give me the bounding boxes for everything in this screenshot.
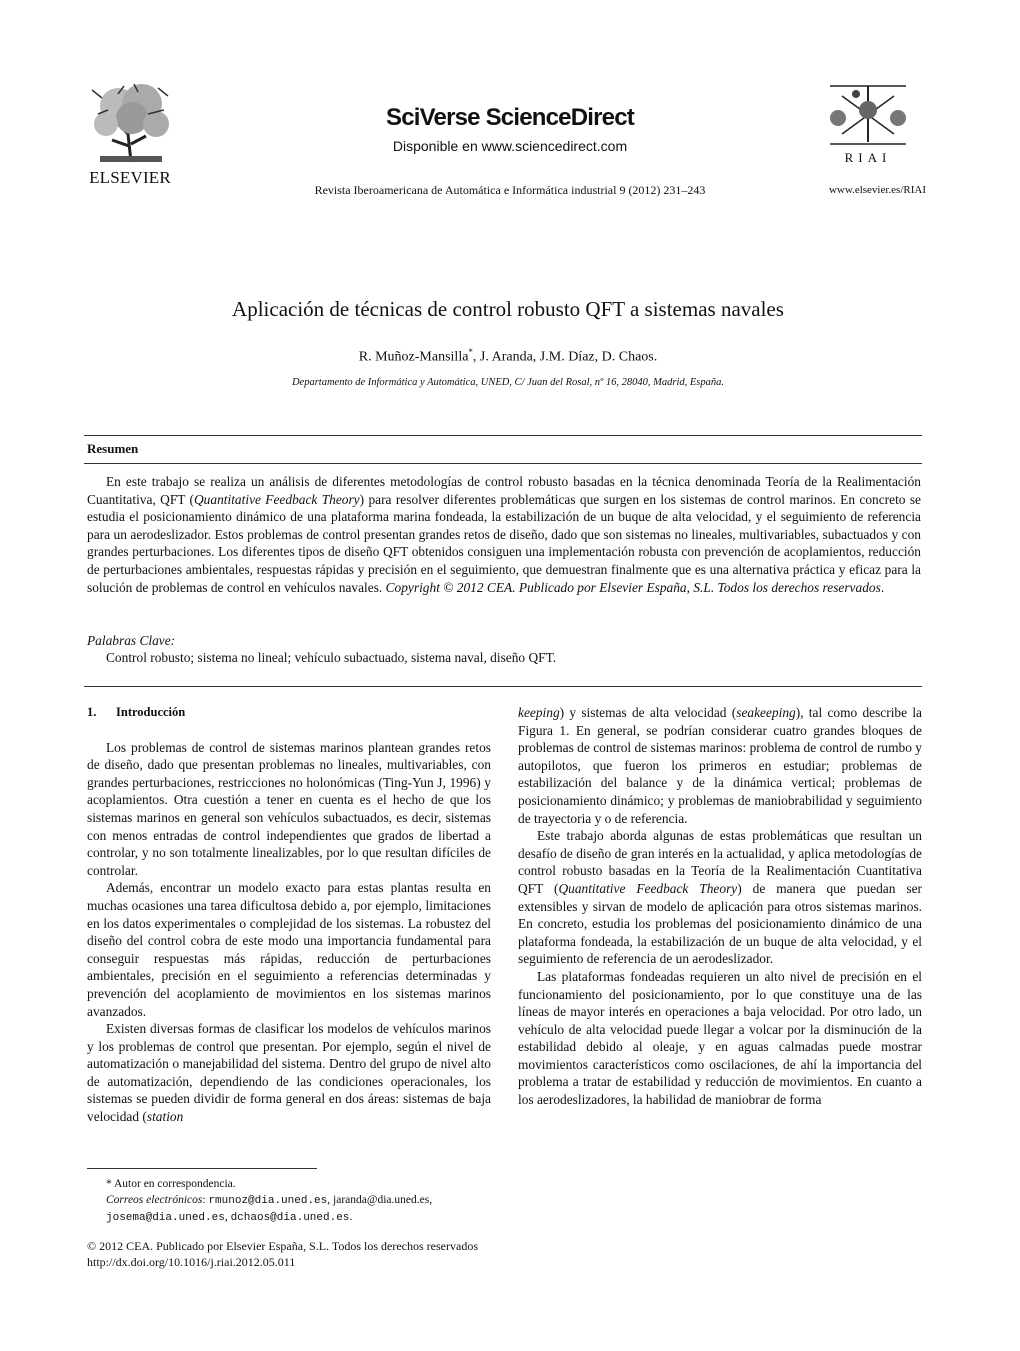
intro-paragraph-1: Los problemas de control de sistemas marinos plantean grandes retos de diseño, dado que presentan problemas no lineales, multivariables, con grandes perturbaciones, restricciones no holonómicas (Ting-Yun J, 1996) y acoplamientos. Otra cuestión a tener en cuenta es el hecho de que los sistemas marinos en general son vehículos subactuados, es decir, sistemas con menos entradas de control independientes que grados de libertad a controlar, y no son totalmente linealizables, por lo que resultan difíciles de controlar.: [87, 739, 491, 878]
riai-logo: [824, 84, 912, 170]
first-author: R. Muñoz-Mansilla: [358, 349, 469, 365]
sciverse-brand[interactable]: SciVerse ScienceDirect: [386, 104, 634, 131]
available-at-text[interactable]: Disponible en www.sciencedirect.com: [392, 138, 628, 154]
author-list: [80, 347, 936, 366]
abstract-top-divider: [84, 435, 922, 436]
journal-url[interactable]: www.elsevier.es/RIAI: [828, 184, 926, 196]
riai-emblem-icon: [824, 84, 912, 148]
affiliation: Departamento de Informática y Automática, UNED, C/ Juan del Rosal, nº 16, 28040, Madrid, España.: [291, 377, 725, 388]
article-title: Aplicación de técnicas de control robusto QFT a sistemas navales: [232, 297, 784, 321]
other-authors: , J. Aranda, J.M. Díaz, D. Chaos.: [472, 349, 658, 365]
section-heading: [87, 704, 491, 722]
keywords-heading: Palabras Clave:: [87, 633, 176, 648]
abstract-text: En este trabajo se realiza un análisis de diferentes metodologías de control robusto basadas en la técnica denominada Teoría de la Realimentación Cuantitativa, QFT (Quantitative Feedback Theory) para resolver diferentes problemáticas que surgen en los sistemas de control marinos. En concreto se estudia el posicionamiento dinámico de una plataforma marina fondeada, la estabilización de un buque de alta velocidad, y el seguimiento de referencia para un aerodeslizador. Estos problemas de control presentan grandes retos de diseño, dado que son sistemas no lineales, multivariables, subactuados y con grandes perturbaciones. Los diferentes tipos de diseño QFT obtenidos consiguen una implementación robusta con prevención de acoplamientos, reducción de perturbaciones ambientales, respuestas rápidas y precisión en el seguimiento, que demuestran finalmente que es una alternativa práctica y eficaz para la solución de problemas de control en vehículos navales. Copyright © 2012 CEA. Publicado por Elsevier España, S.L. Todos los derechos reservados.: [87, 474, 921, 595]
elsevier-tree-icon: [88, 84, 174, 164]
keywords-list: Control robusto; sistema no lineal; vehículo subactuado, sistema naval, diseño QFT.: [106, 650, 557, 665]
email-link[interactable]: rmunoz@dia.uned.es: [208, 1195, 328, 1207]
journal-citation: Revista Iberoamericana de Automática e Informática industrial 9 (2012) 231–243: [314, 183, 706, 197]
intro-paragraph-3-cont: keeping) y sistemas de alta velocidad (seakeeping), tal como describe la Figura 1. En general, se podrían considerar cuatro grandes bloques de problemas de control de sistemas marinos: problema de control de rumbo y autopilotos, que fueron los primeros en estudiar; problemas de estabilización del balance y de la dinámica vertical; problemas de posicionamiento dinámico; y problemas de maniobrabilidad y seguimiento de trayectoria y o de referencia.: [518, 705, 922, 826]
email-list: Correos electrónicos: rmunoz@dia.uned.es, jaranda@dia.uned.es,: [106, 1194, 433, 1207]
section-title: Introducción: [116, 705, 186, 719]
intro-paragraph-4: Este trabajo aborda algunas de estas problemáticas que resultan un desafío de diseño de gran interés en la actualidad, y aplica metodologías de control robusto basadas en la Teoría de la Realimentación Cuantitativa QFT (Quantitative Feedback Theory) de manera que puedan ser extensibles y sirvan de modelo de aplicación para otros sistemas marinos. En concreto, estudia los problemas del posicionamiento dinámico de una plataforma fondeada, la estabilización de un buque de alta velocidad, y el seguimiento de referencia de un aerodeslizador.: [518, 828, 922, 967]
copyright-line: © 2012 CEA. Publicado por Elsevier España, S.L. Todos los derechos reservados: [87, 1239, 478, 1253]
corresponding-note: * Autor en correspondencia.: [106, 1178, 236, 1190]
body-top-divider: [84, 686, 922, 687]
doi-link[interactable]: http://dx.doi.org/10.1016/j.riai.2012.05.011: [87, 1255, 296, 1269]
abstract-heading-divider: [84, 463, 922, 464]
right-column: [518, 704, 922, 1109]
publisher-info: [87, 1238, 478, 1270]
elsevier-logo: [82, 84, 178, 188]
section-number: 1.: [87, 705, 97, 719]
corresponding-mark[interactable]: *: [468, 347, 473, 357]
footnote-divider: [87, 1168, 317, 1169]
email-link[interactable]: josema@dia.uned.es: [106, 1212, 225, 1224]
abstract-heading: Resumen: [87, 441, 139, 456]
elsevier-wordmark: ELSEVIER: [89, 168, 171, 187]
intro-paragraph-3: Existen diversas formas de clasificar los modelos de vehículos marinos y los problemas de control que presentan. Por ejemplo, según el nivel de automatización o manejabilidad del sistema. Dentro del grupo de nivel alto de automatización, dependiendo de las condiciones operacionales, los sistemas se pueden dividir de forma general en dos áreas: sistemas de baja velocidad (station: [87, 1021, 491, 1125]
email-link[interactable]: dchaos@dia.uned.es: [230, 1212, 350, 1224]
left-column: [87, 704, 491, 1126]
footnote: * Autor en correspondencia. Correos electrónicos: rmunoz@dia.uned.es, jaranda@dia.uned.es, josema@dia.uned.es, dchaos@dia.uned.es.: [106, 1178, 433, 1224]
abstract-copyright: Copyright © 2012 CEA. Publicado por Elsevier España, S.L. Todos los derechos reservados: [385, 579, 881, 595]
intro-paragraph-2: Además, encontrar un modelo exacto para estas plantas resulta en muchas ocasiones una tarea dificultosa debido a, por ejemplo, limitaciones en los datos experimentales o complejidad de los sistemas. La robustez del diseño del control cobra de este modo una importancia fundamental para conseguir respuestas más rápidas, reducción de perturbaciones ambientales, precisión en el seguimiento a referencias determinadas y prevención del acoplamiento de movimientos en los sistemas marinos avanzados.: [87, 880, 491, 1019]
riai-wordmark: RIAI: [844, 150, 892, 165]
intro-paragraph-5: Las plataformas fondeadas requieren un alto nivel de precisión en el funcionamiento del posicionamiento, por lo que constituye una de las líneas de mayor interés en operaciones a baja velocidad. Por otro lado, un vehículo de alta velocidad puede llegar a volcar por la disminución de la estabilidad debido al oleaje, y en aguas calmadas puede mostrar movimientos característicos como oscilaciones, de ahí la importancia del problema a tratar de estabilidad y reducción de movimientos. En cuanto a los aerodeslizadores, la habilidad de maniobrar de forma: [518, 968, 922, 1108]
email-link[interactable]: jaranda@dia.uned.es: [333, 1194, 430, 1206]
